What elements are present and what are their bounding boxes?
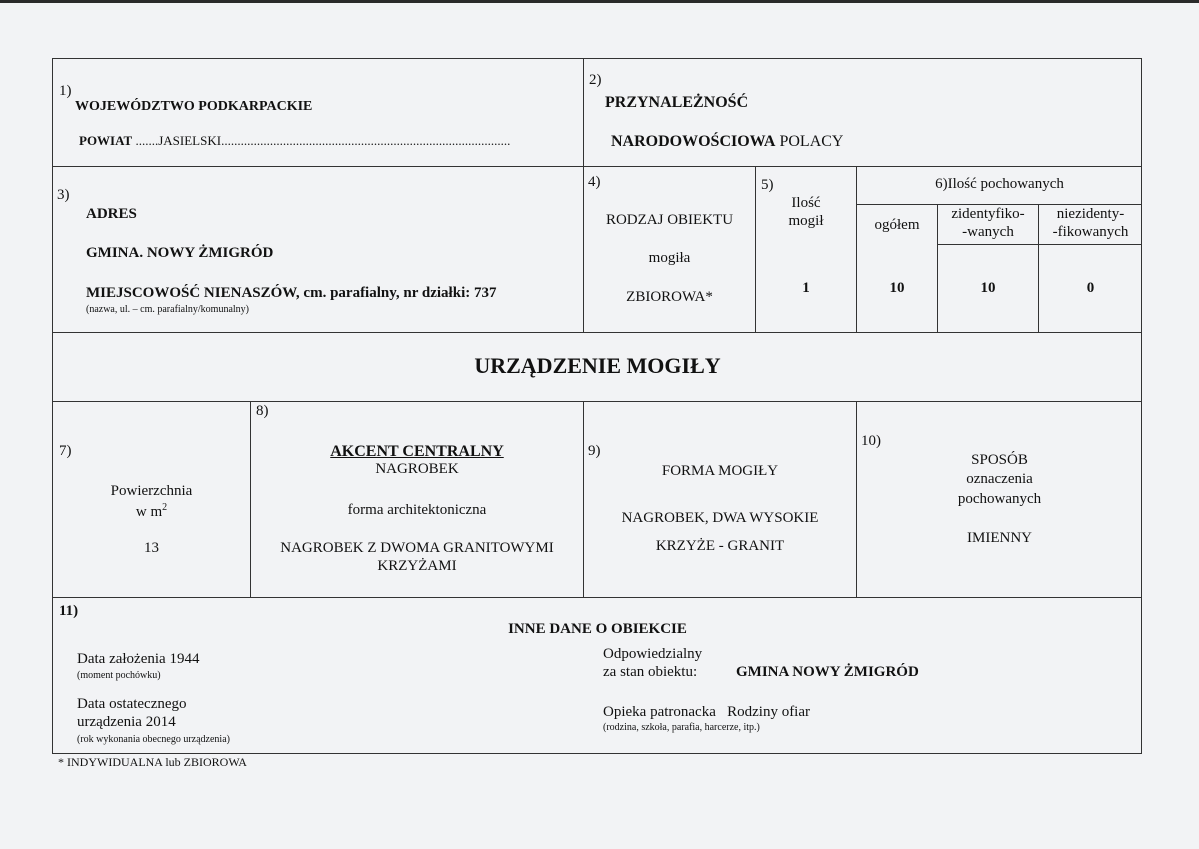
area-unit-sup: 2 — [162, 502, 168, 513]
row-divider-3 — [53, 401, 1142, 402]
patronage-label: Opieka patronacka — [603, 704, 716, 720]
total-buried-value: 10 — [889, 280, 905, 296]
row-divider-2 — [53, 332, 1142, 333]
marking-method-label-2: oznaczenia — [966, 471, 1033, 487]
col-divider-4-5 — [755, 166, 756, 332]
patronage-note: (rodzina, szkoła, parafia, harcerze, itp.) — [603, 722, 760, 733]
powiat-value: JASIELSKI — [158, 133, 222, 148]
cell6-header-divider — [938, 244, 1142, 245]
area-value: 13 — [144, 540, 159, 556]
col-identified-header-2: -wanych — [962, 224, 1014, 240]
grave-form-label: FORMA MOGIŁY — [661, 463, 779, 479]
founding-date-note: (moment pochówku) — [77, 670, 161, 681]
grave-form-value-1: NAGROBEK, DWA WYSOKIE — [621, 510, 819, 526]
cell6-title-divider — [856, 204, 1142, 205]
identified-value: 10 — [980, 280, 996, 296]
founding-date: Data założenia 1944 — [77, 651, 200, 667]
powiat-label: POWIAT — [79, 133, 133, 148]
nationality-line — [611, 133, 843, 151]
cell4-number: 4) — [588, 174, 601, 190]
location-note: (nazwa, ul. – cm. parafialny/komunalny) — [86, 304, 249, 315]
page-edge-line — [0, 0, 1199, 3]
final-arrangement-date-2: urządzenia 2014 — [77, 714, 176, 730]
responsible-value: GMINA NOWY ŻMIGRÓD — [736, 664, 919, 680]
other-data-title: INNE DANE O OBIEKCIE — [508, 621, 687, 637]
powiat-line: POWIAT .......JASIELSKI......................................................................................... — [79, 133, 511, 148]
architectural-form-label: forma architektoniczna — [347, 502, 487, 518]
central-accent-nagrobek: NAGROBEK — [375, 461, 459, 477]
architectural-form-value-2: KRZYŻAMI — [377, 558, 457, 574]
nationality-label: PRZYNALEŻNOŚĆ — [605, 94, 749, 111]
section-title: URZĄDZENIE MOGIŁY — [474, 353, 721, 378]
unidentified-value: 0 — [1086, 280, 1095, 296]
responsible-label-1: Odpowiedzialny — [603, 646, 703, 662]
marking-method-label-3: pochowanych — [957, 491, 1042, 507]
nationality-label-2: NARODOWOŚCIOWA — [611, 133, 776, 150]
grave-form-value-2: KRZYŻE - GRANIT — [655, 538, 785, 554]
cell5-number: 5) — [761, 177, 774, 193]
col-unidentified-header-1: niezidenty- — [1056, 206, 1125, 222]
cell7-number: 7) — [59, 443, 72, 459]
buried-count-title: 6)Ilość pochowanych — [935, 176, 1064, 192]
graves-count-label-2: mogił — [788, 213, 824, 229]
address-label: ADRES — [86, 206, 137, 222]
cell10-number: 10) — [861, 433, 881, 449]
col-identified-header-1: zidentyfiko- — [951, 206, 1025, 222]
graves-count-label-1: Ilość — [791, 195, 821, 211]
voivodeship: WOJEWÓDZTWO PODKARPACKIE — [75, 99, 313, 114]
location: MIEJSCOWOŚĆ NIENASZÓW, cm. parafialny, nr działki: 737 — [86, 285, 497, 301]
cell2-number: 2) — [589, 72, 602, 88]
responsible-label-2: za stan obiektu: — [603, 664, 698, 680]
marking-method-label-1: SPOSÓB — [971, 452, 1028, 468]
cell8-number: 8) — [256, 403, 269, 419]
row-divider-1 — [53, 166, 1142, 167]
area-unit — [53, 502, 250, 521]
final-arrangement-note: (rok wykonania obecnego urządzenia) — [77, 734, 230, 745]
area-label: Powierzchnia — [110, 483, 193, 499]
gmina: GMINA. NOWY ŻMIGRÓD — [86, 245, 274, 261]
object-type-value: ZBIOROWA* — [626, 289, 713, 305]
cell11-number: 11) — [59, 603, 79, 619]
architectural-form-value-1: NAGROBEK Z DWOMA GRANITOWYMI — [280, 540, 554, 556]
final-arrangement-date-1: Data ostatecznego — [77, 696, 187, 712]
cell9-number: 9) — [588, 443, 601, 459]
area-unit-text: w m — [135, 504, 163, 520]
object-type-label: RODZAJ OBIEKTU — [605, 212, 734, 228]
patronage-line — [603, 704, 810, 721]
grave-record-form — [52, 58, 1142, 754]
nationality-value: POLACY — [779, 133, 844, 150]
col-divider-8-9 — [583, 401, 584, 597]
cell1-number: 1) — [59, 83, 72, 99]
col-unidentified-header-2: -fikowanych — [1052, 224, 1129, 240]
central-accent-label: AKCENT CENTRALNY — [330, 443, 504, 460]
graves-count-value: 1 — [802, 280, 810, 296]
cell3-number: 3) — [57, 187, 70, 203]
footnote: * INDYWIDUALNA lub ZBIOROWA — [58, 755, 247, 769]
object-type-sub: mogiła — [648, 250, 691, 266]
patronage-value: Rodziny ofiar — [727, 704, 811, 720]
col-total-header: ogółem — [874, 217, 920, 233]
row-divider-4 — [53, 597, 1142, 598]
marking-method-value: IMIENNY — [967, 530, 1032, 546]
